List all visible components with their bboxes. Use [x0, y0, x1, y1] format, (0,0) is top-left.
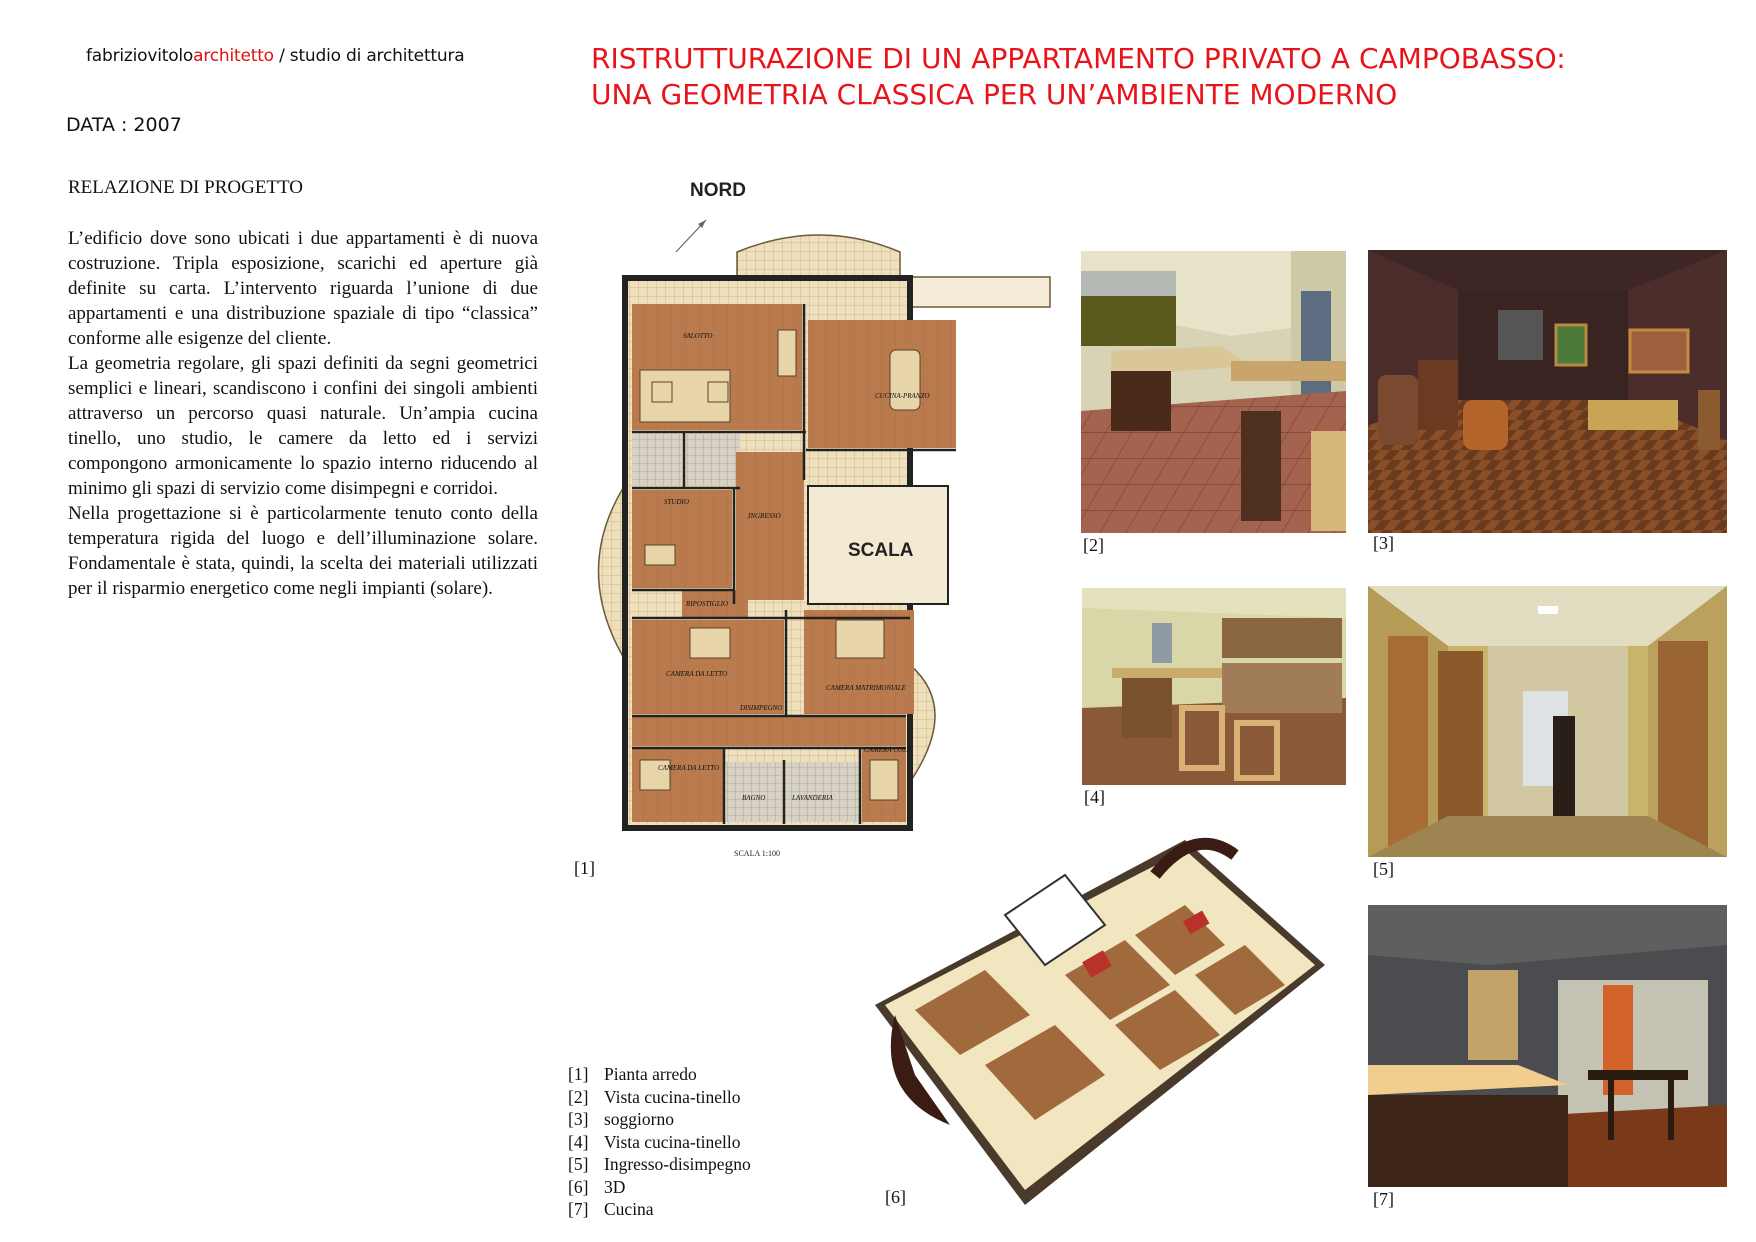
room-bagno-2 [686, 434, 740, 486]
brand-name: fabriziovitolo [86, 46, 194, 66]
room-disimpegno [632, 716, 906, 746]
report-paragraph-2: La geometria regolare, gli spazi definiti da segni geometrici semplici e lineari, scandiscono i confini dei singoli ambienti attraverso un percorso quasi naturale. Un’ampia cucina tinello, uno studio, le camere da letto ed i servizi compongono armonicamente lo spazio interno riducendo al minimo gli spazi di servizio come disimpegni e corridoi. [68, 353, 538, 499]
wall-cabinets [1222, 618, 1342, 658]
caption-2: [2] [1083, 535, 1104, 555]
room-bagno-1 [632, 434, 682, 486]
caption-3: [3] [1373, 533, 1394, 553]
painting-1 [1556, 325, 1586, 365]
legend-item: [7] Cucina [568, 1199, 654, 1219]
door-left [1388, 636, 1428, 846]
label-bagno: BAGNO [742, 794, 766, 802]
window-icon [1152, 623, 1172, 663]
room-cucina [808, 320, 956, 448]
armchair-icon [1378, 375, 1418, 445]
window-icon [1468, 970, 1518, 1060]
bed-1 [690, 628, 730, 658]
sofa [778, 330, 796, 376]
render-living-room [1368, 250, 1727, 533]
balcony-east [900, 277, 1050, 307]
wardrobe-left [1438, 651, 1483, 841]
label-camera-colf: CAMERA COLF [864, 746, 912, 754]
label-camera-1: CAMERA DA LETTO [666, 670, 728, 678]
caption-5: [5] [1373, 859, 1394, 879]
project-date: DATA : 2007 [66, 114, 182, 136]
side-table [1698, 390, 1720, 450]
plan-scale: SCALA 1:100 [734, 849, 781, 858]
room-bagno-3 [726, 762, 782, 822]
brand-logo [86, 46, 464, 66]
island-base [1122, 678, 1172, 738]
label-cucina: CUCINA-PRANZO [875, 392, 930, 400]
legend-item: [2] Vista cucina-tinello [568, 1086, 741, 1107]
page-title [591, 41, 1711, 113]
armchair-2 [708, 382, 728, 402]
label-disimpegno: DISIMPEGNO [740, 704, 783, 712]
figure-legend [568, 1063, 751, 1221]
title-line-2: UNA GEOMETRIA CLASSICA PER UN’AMBIENTE MODERNO [591, 78, 1398, 111]
report-paragraph-3: Nella progettazione si è particolarmente tenuto conto della temperatura rigida del luogo e dell’illuminazione solare. Fondamentale è stata, quindi, la scelta dei materiali utilizzati per il risparmio energetico come negli impianti (solare). [68, 503, 538, 599]
label-camera-matr: CAMERA MATRIMONIALE [826, 684, 906, 692]
caption-4: [4] [1084, 787, 1105, 807]
table-leg [1311, 431, 1346, 531]
counter-base [1368, 1095, 1568, 1187]
brand-red: architetto [193, 46, 274, 66]
legend-item: [3] soggiorno [568, 1109, 674, 1129]
figure-person [1553, 716, 1575, 826]
room-ingresso [736, 452, 804, 600]
backsplash [1081, 291, 1176, 346]
wall-cabinets [1081, 271, 1176, 296]
armchair-1 [652, 382, 672, 402]
label-ripostiglio: RIPOSTIGLIO [686, 600, 728, 608]
north-label: NORD [690, 180, 746, 201]
cabinet [1418, 360, 1458, 430]
legend-item: [4] Vista cucina-tinello [568, 1131, 741, 1152]
label-camera-2: CAMERA DA LETTO [658, 764, 720, 772]
legend-item: [5] Ingresso-disimpegno [568, 1154, 751, 1174]
report-heading: RELAZIONE DI PROGETTO [68, 177, 304, 198]
render-3d-axonometric [855, 815, 1345, 1215]
bed-colf [870, 760, 898, 800]
legend-item: [6] 3D [568, 1176, 626, 1197]
terrace-west [599, 485, 626, 660]
room-lavanderia [784, 762, 860, 822]
counter-base [1111, 371, 1171, 431]
title-line-1: RISTRUTTURAZIONE DI UN APPARTAMENTO PRIVATO A CAMPOBASSO: [591, 42, 1566, 75]
ceiling-lamp-icon [1538, 606, 1558, 614]
render-kitchen-3 [1368, 905, 1727, 1187]
caption-1: [1] [574, 858, 595, 878]
table-top [1231, 361, 1346, 381]
bed-matr [836, 620, 884, 658]
label-scala: SCALA [848, 540, 914, 561]
label-salotto: SALOTTO [683, 332, 713, 340]
label-studio: STUDIO [664, 498, 689, 506]
window-icon [1301, 291, 1331, 401]
report-body [68, 226, 538, 601]
painting-2 [1630, 330, 1688, 372]
desk [645, 545, 675, 565]
dining-table [890, 350, 920, 410]
caption-7: [7] [1373, 1189, 1394, 1209]
caption-6: [6] [885, 1187, 906, 1207]
legend-item: [1] Pianta arredo [568, 1064, 697, 1084]
render-hallway [1368, 586, 1727, 857]
brand-rest: / studio di architettura [273, 46, 465, 66]
report-paragraph-1: L’edificio dove sono ubicati i due appartamenti è di nuova costruzione. Tripla esposizione, scarichi ed aperture già definite su carta. L’intervento riguarda l’unione di due appartamenti e una distribuzione spaziale di tipo “classica” conforme alle esigenze del cliente. [68, 228, 538, 349]
armchair-2-icon [1463, 400, 1508, 450]
wardrobe-right [1658, 641, 1708, 851]
chair-icon [1241, 411, 1281, 521]
counter-back [1222, 663, 1342, 713]
table-icon [1588, 1070, 1688, 1080]
render-kitchen-1 [1081, 251, 1346, 533]
floor-plan [570, 175, 1070, 865]
render-kitchen-2 [1082, 588, 1346, 785]
window-icon [1498, 310, 1543, 360]
console [1588, 400, 1678, 430]
label-lavanderia: LAVANDERIA [792, 794, 833, 802]
label-ingresso: INGRESSO [748, 512, 781, 520]
